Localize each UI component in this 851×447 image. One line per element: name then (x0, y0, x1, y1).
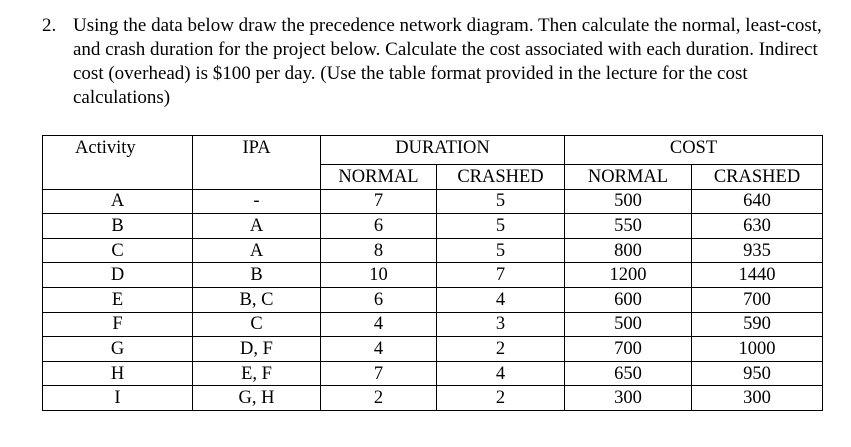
cell-ipa: C (193, 312, 321, 337)
cell-ipa: E, F (193, 361, 321, 386)
header-duration-crashed: CRASHED (437, 165, 565, 190)
header-activity: Activity (43, 136, 193, 190)
cell-duration-crashed: 5 (437, 214, 565, 239)
cell-cost-normal: 500 (565, 312, 692, 337)
cell-activity: B (43, 214, 193, 239)
cell-cost-crashed: 1440 (692, 263, 823, 288)
header-cost-crashed: CRASHED (692, 165, 823, 190)
table-row (43, 238, 823, 263)
header-cost-normal: NORMAL (565, 165, 692, 190)
header-duration: DURATION (321, 136, 565, 165)
header-cost: COST (565, 136, 823, 165)
table-body (43, 189, 823, 410)
cell-duration-normal: 7 (321, 361, 437, 386)
cell-duration-normal: 2 (321, 386, 437, 411)
table-row (43, 287, 823, 312)
cell-duration-normal: 7 (321, 189, 437, 214)
cell-duration-crashed: 4 (437, 287, 565, 312)
cell-duration-normal: 4 (321, 337, 437, 362)
cell-cost-normal: 600 (565, 287, 692, 312)
cell-ipa: B, C (193, 287, 321, 312)
cell-cost-normal: 650 (565, 361, 692, 386)
cell-activity: D (43, 263, 193, 288)
cell-activity: H (43, 361, 193, 386)
cell-ipa: - (193, 189, 321, 214)
cell-activity: E (43, 287, 193, 312)
cell-ipa: A (193, 214, 321, 239)
cell-ipa: B (193, 263, 321, 288)
cell-cost-normal: 300 (565, 386, 692, 411)
cell-cost-normal: 550 (565, 214, 692, 239)
cell-duration-normal: 4 (321, 312, 437, 337)
cell-duration-crashed: 7 (437, 263, 565, 288)
cell-duration-crashed: 2 (437, 337, 565, 362)
table-row (43, 189, 823, 214)
header-duration-normal: NORMAL (321, 165, 437, 190)
cell-cost-crashed: 935 (692, 238, 823, 263)
cell-cost-normal: 700 (565, 337, 692, 362)
cell-ipa: G, H (193, 386, 321, 411)
cell-duration-crashed: 2 (437, 386, 565, 411)
question-block (42, 14, 832, 110)
cell-ipa: D, F (193, 337, 321, 362)
cell-activity: C (43, 238, 193, 263)
cell-duration-crashed: 5 (437, 189, 565, 214)
cell-cost-normal: 1200 (565, 263, 692, 288)
cell-duration-crashed: 3 (437, 312, 565, 337)
question-number: 2. (42, 15, 57, 36)
question-text: Using the data below draw the precedence network diagram. Then calculate the normal, least-cost, and crash duration for the project below. Calculate the cost associated with each duration. Indirect cost (overhead) is $100 per day. (Use the table format provided in the lecture for the cost calculations) (73, 15, 822, 108)
cell-duration-crashed: 4 (437, 361, 565, 386)
cell-ipa: A (193, 238, 321, 263)
header-ipa: IPA (193, 136, 321, 190)
activity-table (42, 135, 823, 411)
cell-cost-crashed: 950 (692, 361, 823, 386)
cell-duration-crashed: 5 (437, 238, 565, 263)
cell-cost-crashed: 640 (692, 189, 823, 214)
table-row (43, 361, 823, 386)
cell-cost-crashed: 590 (692, 312, 823, 337)
cell-duration-normal: 8 (321, 238, 437, 263)
table-row (43, 386, 823, 411)
table-row (43, 263, 823, 288)
cell-duration-normal: 6 (321, 287, 437, 312)
cell-cost-normal: 500 (565, 189, 692, 214)
table-row (43, 214, 823, 239)
header-row-top (43, 136, 823, 165)
cell-activity: A (43, 189, 193, 214)
cell-activity: I (43, 386, 193, 411)
table-row (43, 337, 823, 362)
cell-cost-normal: 800 (565, 238, 692, 263)
cell-cost-crashed: 300 (692, 386, 823, 411)
cell-duration-normal: 6 (321, 214, 437, 239)
cell-cost-crashed: 1000 (692, 337, 823, 362)
cell-activity: F (43, 312, 193, 337)
cell-activity: G (43, 337, 193, 362)
cell-cost-crashed: 700 (692, 287, 823, 312)
cell-cost-crashed: 630 (692, 214, 823, 239)
table-row (43, 312, 823, 337)
cell-duration-normal: 10 (321, 263, 437, 288)
